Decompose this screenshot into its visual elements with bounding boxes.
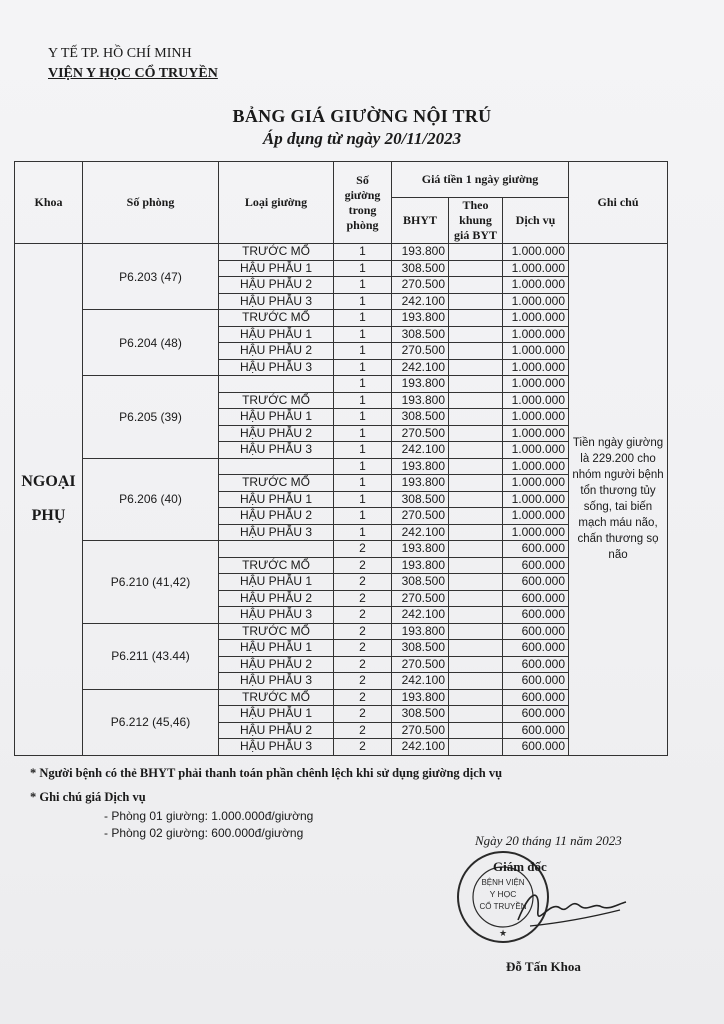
bed-type: HẬU PHẪU 3 xyxy=(219,607,334,624)
bed-type: TRƯỚC MỔ xyxy=(219,557,334,574)
price-bhyt: 193.800 xyxy=(392,557,449,574)
signature-date: Ngày 20 tháng 11 năm 2023 xyxy=(475,833,622,848)
price-service: 600.000 xyxy=(503,623,569,640)
document-subtitle: Áp dụng từ ngày 20/11/2023 xyxy=(262,129,462,148)
price-service: 600.000 xyxy=(503,656,569,673)
price-bhyt: 270.500 xyxy=(392,343,449,360)
price-service: 600.000 xyxy=(503,541,569,558)
header-so-phong: Số phòng xyxy=(83,162,219,244)
price-service: 600.000 xyxy=(503,722,569,739)
price-byt-frame xyxy=(449,458,503,475)
price-service: 1.000.000 xyxy=(503,508,569,525)
price-byt-frame xyxy=(449,524,503,541)
price-bhyt: 270.500 xyxy=(392,590,449,607)
bed-type: HẬU PHẪU 1 xyxy=(219,640,334,657)
bed-count: 1 xyxy=(334,491,392,508)
bed-count: 1 xyxy=(334,244,392,261)
letterhead xyxy=(48,44,218,84)
price-service: 1.000.000 xyxy=(503,524,569,541)
price-service: 600.000 xyxy=(503,706,569,723)
bed-count: 2 xyxy=(334,590,392,607)
bed-type xyxy=(219,376,334,393)
bed-type: TRƯỚC MỔ xyxy=(219,310,334,327)
price-service: 1.000.000 xyxy=(503,442,569,459)
bed-type: HẬU PHẪU 1 xyxy=(219,409,334,426)
bed-count: 1 xyxy=(334,376,392,393)
bed-type: HẬU PHẪU 1 xyxy=(219,574,334,591)
price-bhyt: 270.500 xyxy=(392,277,449,294)
khoa-line2: PHỤ xyxy=(31,507,66,525)
bed-type: HẬU PHẪU 1 xyxy=(219,491,334,508)
bed-count: 2 xyxy=(334,722,392,739)
price-byt-frame xyxy=(449,557,503,574)
ghi-chu-note: Tiền ngày giường là 229.200 cho nhóm người bệnh tổn thương tủy sống, tai biến mạch máu não, chấn thương sọ não xyxy=(569,244,668,756)
price-byt-frame xyxy=(449,260,503,277)
room-number: P6.210 (41,42) xyxy=(83,541,219,624)
price-service: 600.000 xyxy=(503,590,569,607)
bed-type: HẬU PHẪU 2 xyxy=(219,425,334,442)
khoa-line1: NGOẠI xyxy=(21,473,76,491)
bed-count: 1 xyxy=(334,475,392,492)
price-bhyt: 270.500 xyxy=(392,656,449,673)
header-theo-khung: Theo khung giá BYT xyxy=(449,198,503,244)
price-byt-frame xyxy=(449,590,503,607)
price-bhyt: 193.800 xyxy=(392,458,449,475)
price-bhyt: 308.500 xyxy=(392,326,449,343)
bed-count: 2 xyxy=(334,656,392,673)
bed-count: 2 xyxy=(334,673,392,690)
price-byt-frame xyxy=(449,277,503,294)
price-bhyt: 193.800 xyxy=(392,244,449,261)
price-service: 600.000 xyxy=(503,557,569,574)
footnote-item-single: - Phòng 01 giường: 1.000.000đ/giường xyxy=(104,809,314,823)
room-number: P6.211 (43.44) xyxy=(83,623,219,689)
bed-type: HẬU PHẪU 1 xyxy=(219,260,334,277)
price-byt-frame xyxy=(449,244,503,261)
footnote-bhyt: * Người bệnh có thẻ BHYT phải thanh toán phần chênh lệch khi sử dụng giường dịch vụ xyxy=(30,766,503,780)
price-bhyt: 242.100 xyxy=(392,673,449,690)
price-bhyt: 242.100 xyxy=(392,739,449,756)
price-bhyt: 193.800 xyxy=(392,689,449,706)
price-byt-frame xyxy=(449,293,503,310)
bed-count: 1 xyxy=(334,392,392,409)
header-khoa: Khoa xyxy=(15,162,83,244)
price-service: 600.000 xyxy=(503,607,569,624)
price-byt-frame xyxy=(449,722,503,739)
price-byt-frame xyxy=(449,689,503,706)
price-bhyt: 193.800 xyxy=(392,475,449,492)
bed-count: 2 xyxy=(334,557,392,574)
price-service: 600.000 xyxy=(503,673,569,690)
price-bhyt: 308.500 xyxy=(392,409,449,426)
price-byt-frame xyxy=(449,392,503,409)
bed-type: HẬU PHẪU 2 xyxy=(219,343,334,360)
header-bhyt: BHYT xyxy=(392,198,449,244)
price-bhyt: 242.100 xyxy=(392,293,449,310)
price-service: 1.000.000 xyxy=(503,359,569,376)
price-byt-frame xyxy=(449,574,503,591)
price-byt-frame xyxy=(449,409,503,426)
bed-count: 2 xyxy=(334,706,392,723)
letterhead-line1: Y TẾ TP. HỒ CHÍ MINH xyxy=(48,46,192,61)
svg-text:★: ★ xyxy=(498,928,508,938)
room-number: P6.206 (40) xyxy=(83,458,219,541)
price-byt-frame xyxy=(449,541,503,558)
price-service: 1.000.000 xyxy=(503,343,569,360)
header-gia-tien: Giá tiền 1 ngày giường xyxy=(392,162,569,198)
letterhead-line2: VIỆN Y HỌC CỔ TRUYỀN xyxy=(48,66,218,81)
bed-type: HẬU PHẪU 3 xyxy=(219,442,334,459)
price-bhyt: 193.800 xyxy=(392,392,449,409)
price-service: 1.000.000 xyxy=(503,293,569,310)
price-byt-frame xyxy=(449,425,503,442)
price-bhyt: 270.500 xyxy=(392,508,449,525)
price-service: 1.000.000 xyxy=(503,244,569,261)
price-byt-frame xyxy=(449,326,503,343)
bed-count: 2 xyxy=(334,739,392,756)
price-byt-frame xyxy=(449,656,503,673)
price-byt-frame xyxy=(449,359,503,376)
bed-type: TRƯỚC MỔ xyxy=(219,689,334,706)
price-byt-frame xyxy=(449,706,503,723)
price-table xyxy=(14,161,668,756)
bed-type: TRƯỚC MỔ xyxy=(219,392,334,409)
bed-count: 2 xyxy=(334,689,392,706)
price-bhyt: 193.800 xyxy=(392,376,449,393)
bed-type: HẬU PHẪU 1 xyxy=(219,326,334,343)
bed-count: 2 xyxy=(334,541,392,558)
price-bhyt: 242.100 xyxy=(392,359,449,376)
bed-type: HẬU PHẪU 2 xyxy=(219,656,334,673)
price-bhyt: 308.500 xyxy=(392,574,449,591)
bed-count: 1 xyxy=(334,508,392,525)
bed-count: 2 xyxy=(334,607,392,624)
header-so-giuong: Số giường trong phòng xyxy=(334,162,392,244)
price-byt-frame xyxy=(449,623,503,640)
price-service: 1.000.000 xyxy=(503,409,569,426)
document-title: BẢNG GIÁ GIƯỜNG NỘI TRÚ xyxy=(232,106,492,126)
price-service: 1.000.000 xyxy=(503,277,569,294)
price-service: 1.000.000 xyxy=(503,491,569,508)
price-byt-frame xyxy=(449,640,503,657)
price-bhyt: 270.500 xyxy=(392,425,449,442)
price-bhyt: 308.500 xyxy=(392,260,449,277)
bed-count: 1 xyxy=(334,326,392,343)
price-service: 600.000 xyxy=(503,689,569,706)
bed-type: TRƯỚC MỔ xyxy=(219,475,334,492)
bed-count: 1 xyxy=(334,425,392,442)
bed-type: HẬU PHẪU 2 xyxy=(219,508,334,525)
bed-type: HẬU PHẪU 2 xyxy=(219,277,334,294)
price-bhyt: 193.800 xyxy=(392,623,449,640)
header-dich-vu: Dịch vụ xyxy=(503,198,569,244)
price-byt-frame xyxy=(449,739,503,756)
price-bhyt: 193.800 xyxy=(392,310,449,327)
price-byt-frame xyxy=(449,442,503,459)
price-service: 1.000.000 xyxy=(503,458,569,475)
bed-type xyxy=(219,458,334,475)
price-service: 1.000.000 xyxy=(503,425,569,442)
price-byt-frame xyxy=(449,491,503,508)
room-number: P6.212 (45,46) xyxy=(83,689,219,755)
price-byt-frame xyxy=(449,607,503,624)
bed-type: TRƯỚC MỔ xyxy=(219,244,334,261)
bed-count: 2 xyxy=(334,623,392,640)
svg-text:Y HỌC: Y HỌC xyxy=(489,889,517,899)
price-bhyt: 242.100 xyxy=(392,524,449,541)
bed-type: HẬU PHẪU 3 xyxy=(219,293,334,310)
bed-type: HẬU PHẪU 3 xyxy=(219,359,334,376)
price-service: 1.000.000 xyxy=(503,376,569,393)
price-service: 1.000.000 xyxy=(503,475,569,492)
bed-count: 1 xyxy=(334,442,392,459)
svg-text:BỆNH VIỆN: BỆNH VIỆN xyxy=(481,878,525,887)
price-byt-frame xyxy=(449,508,503,525)
bed-type: HẬU PHẪU 3 xyxy=(219,524,334,541)
table-row xyxy=(15,244,668,261)
bed-count: 2 xyxy=(334,574,392,591)
footnote-service-price: * Ghi chú giá Dịch vụ xyxy=(30,790,146,804)
price-byt-frame xyxy=(449,376,503,393)
price-table-body xyxy=(15,244,668,756)
price-byt-frame xyxy=(449,475,503,492)
price-service: 1.000.000 xyxy=(503,392,569,409)
bed-type: TRƯỚC MỔ xyxy=(219,623,334,640)
signer-name: Đỗ Tấn Khoa xyxy=(506,959,581,974)
price-bhyt: 270.500 xyxy=(392,722,449,739)
price-service: 600.000 xyxy=(503,574,569,591)
bed-count: 1 xyxy=(334,524,392,541)
price-service: 600.000 xyxy=(503,640,569,657)
price-byt-frame xyxy=(449,673,503,690)
bed-type: HẬU PHẪU 2 xyxy=(219,590,334,607)
price-service: 600.000 xyxy=(503,739,569,756)
handwritten-signature xyxy=(510,880,630,940)
bed-count: 1 xyxy=(334,293,392,310)
bed-count: 1 xyxy=(334,277,392,294)
price-service: 1.000.000 xyxy=(503,326,569,343)
price-byt-frame xyxy=(449,343,503,360)
price-bhyt: 242.100 xyxy=(392,442,449,459)
bed-type xyxy=(219,541,334,558)
bed-count: 1 xyxy=(334,359,392,376)
header-ghi-chu: Ghi chú xyxy=(569,162,668,244)
price-bhyt: 308.500 xyxy=(392,640,449,657)
signer-position: Giám đốc xyxy=(493,859,547,874)
price-bhyt: 308.500 xyxy=(392,491,449,508)
bed-type: HẬU PHẪU 1 xyxy=(219,706,334,723)
bed-count: 1 xyxy=(334,409,392,426)
room-number: P6.204 (48) xyxy=(83,310,219,376)
khoa-cell xyxy=(15,244,83,756)
price-bhyt: 308.500 xyxy=(392,706,449,723)
bed-count: 1 xyxy=(334,343,392,360)
bed-count: 2 xyxy=(334,640,392,657)
price-bhyt: 193.800 xyxy=(392,541,449,558)
bed-type: HẬU PHẪU 3 xyxy=(219,673,334,690)
bed-count: 1 xyxy=(334,310,392,327)
room-number: P6.205 (39) xyxy=(83,376,219,459)
bed-count: 1 xyxy=(334,260,392,277)
footnote-item-double: - Phòng 02 giường: 600.000đ/giường xyxy=(104,826,304,840)
price-service: 1.000.000 xyxy=(503,260,569,277)
price-byt-frame xyxy=(449,310,503,327)
price-bhyt: 242.100 xyxy=(392,607,449,624)
room-number: P6.203 (47) xyxy=(83,244,219,310)
svg-text:CỔ TRUYỀN: CỔ TRUYỀN xyxy=(479,902,527,911)
bed-count: 1 xyxy=(334,458,392,475)
header-loai-giuong: Loại giường xyxy=(219,162,334,244)
bed-type: HẬU PHẪU 2 xyxy=(219,722,334,739)
price-service: 1.000.000 xyxy=(503,310,569,327)
bed-type: HẬU PHẪU 3 xyxy=(219,739,334,756)
